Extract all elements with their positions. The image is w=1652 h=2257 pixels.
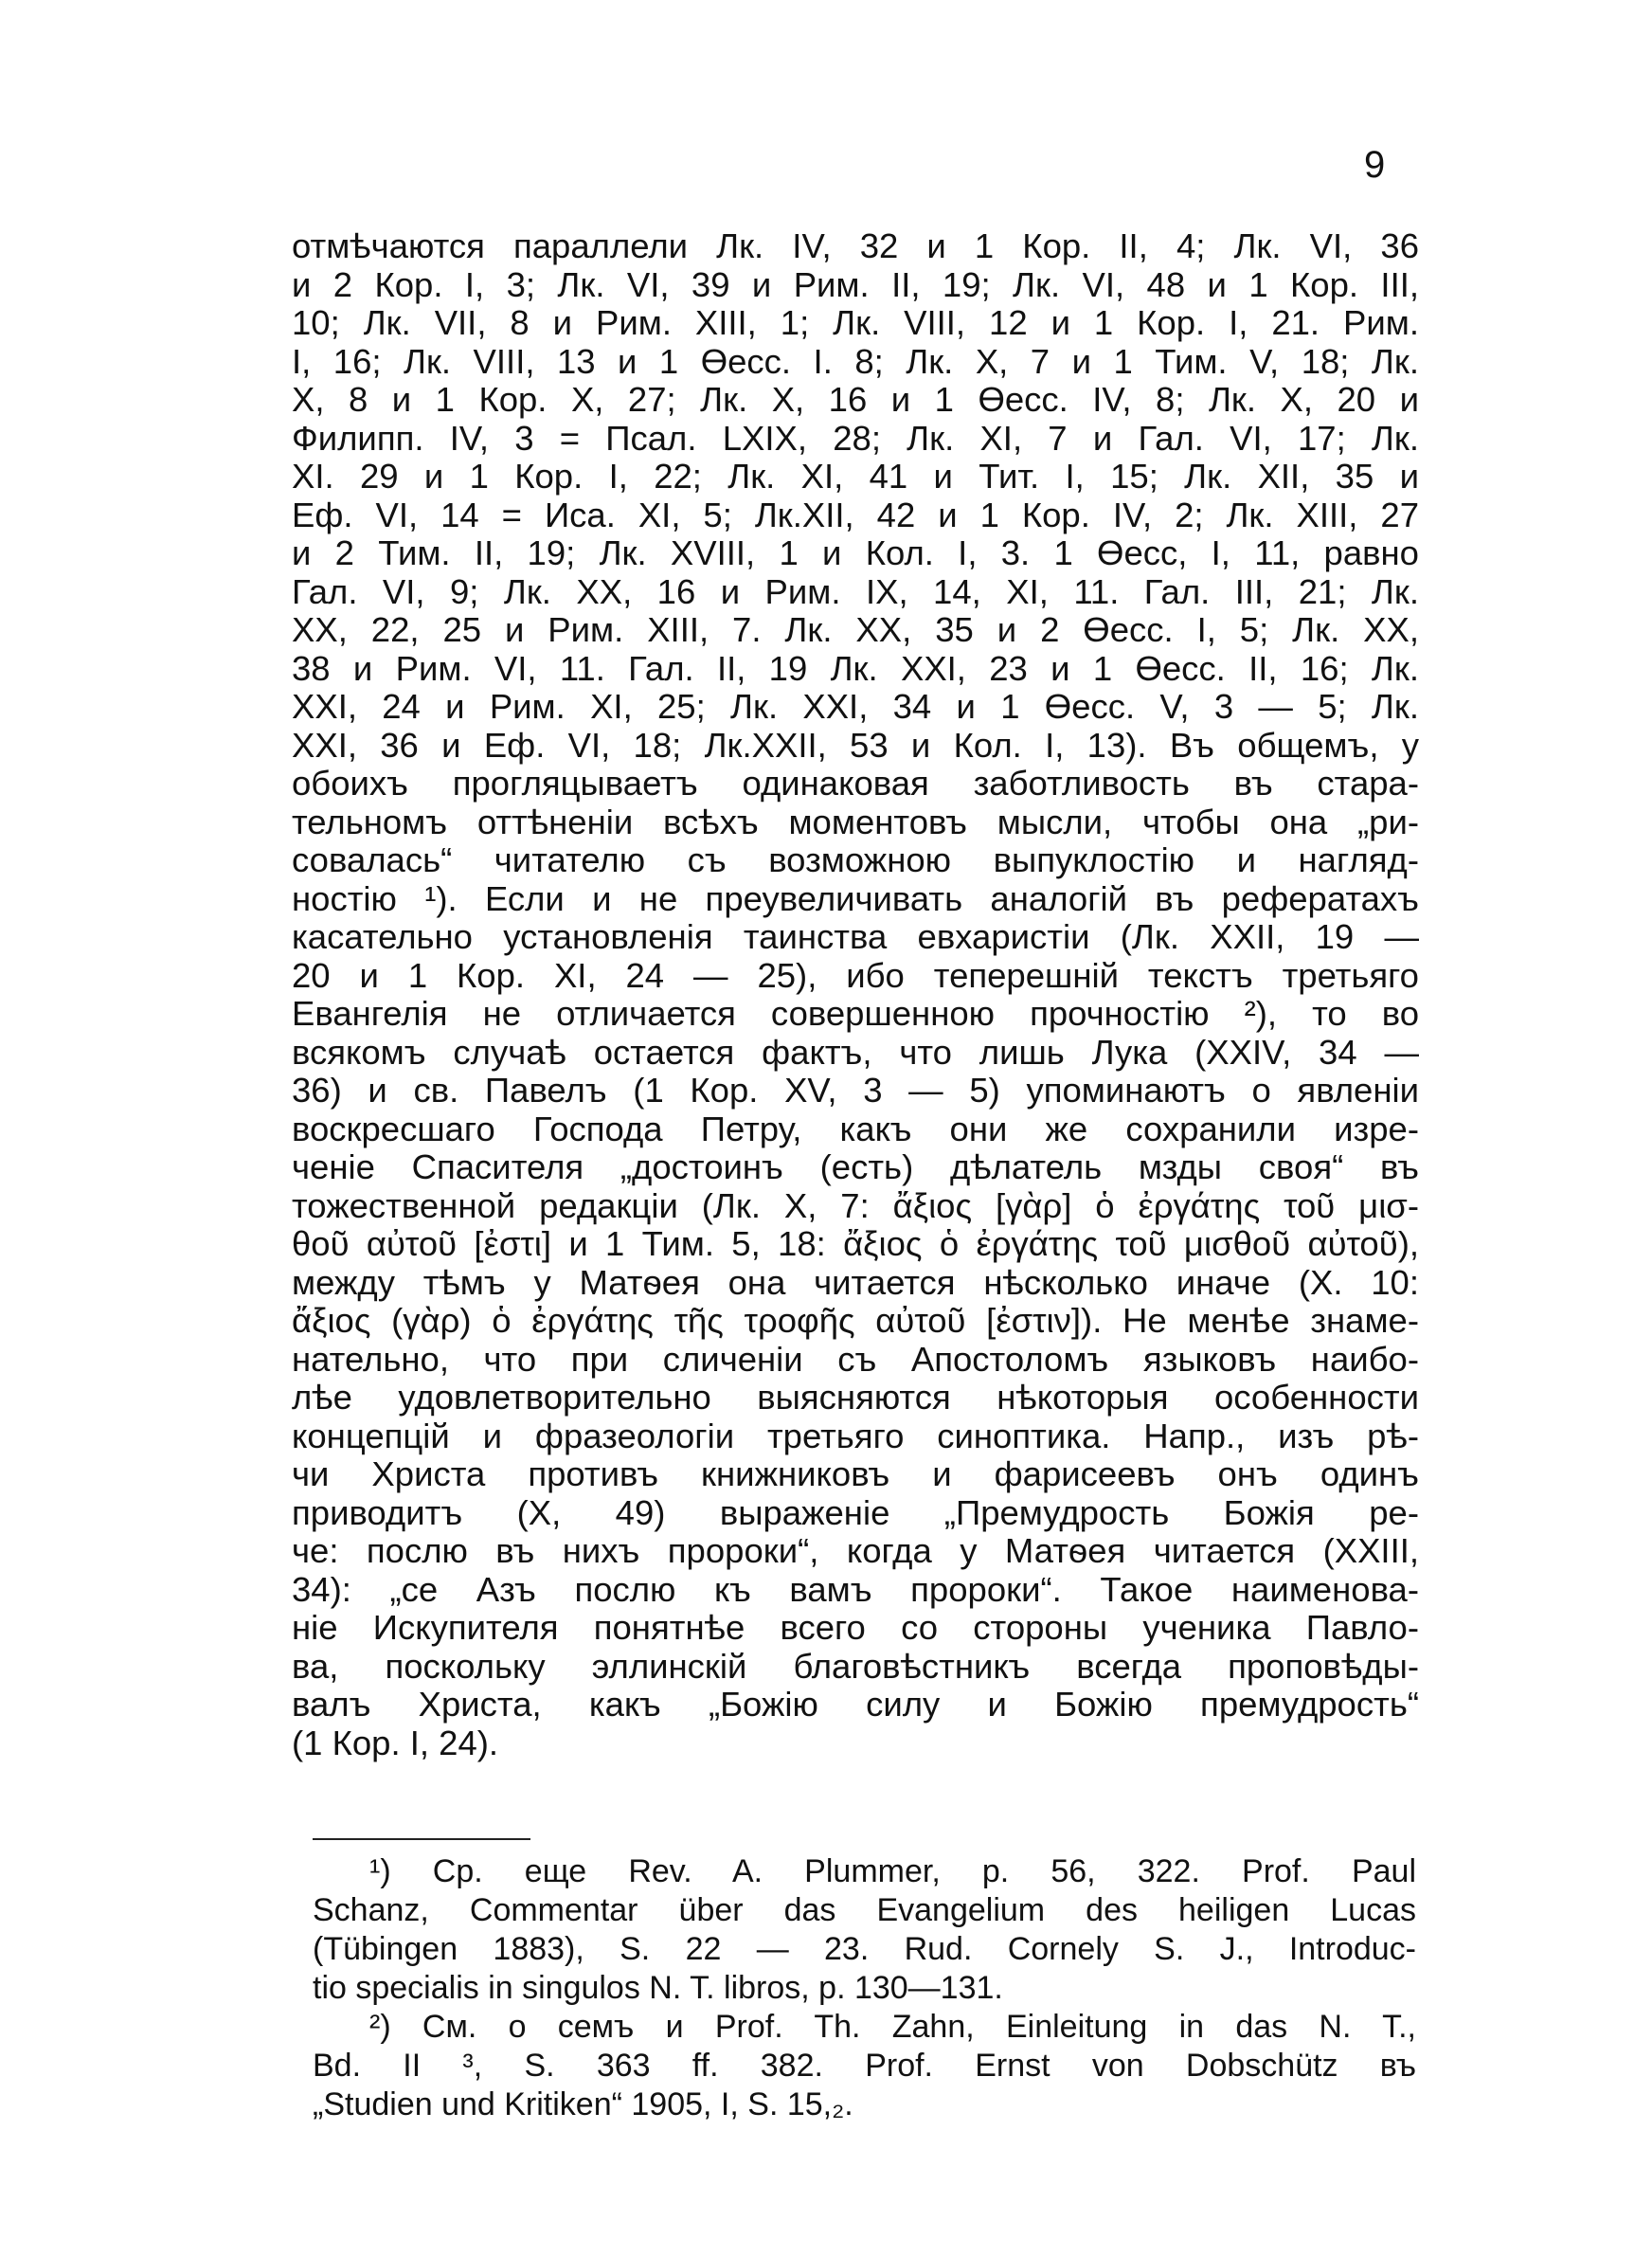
text-line: 34): „се Азъ послю къ вамъ пророки“. Такое наименова- bbox=[292, 1570, 1419, 1609]
text-line: совалась“ читателю съ возможною выпуклостію и нагляд- bbox=[292, 841, 1419, 879]
text-line: XI. 29 и 1 Кор. I, 22; Лк. XI, 41 и Тит. I, 15; Лк. XII, 35 и bbox=[292, 458, 1419, 496]
text-line: XX, 22, 25 и Рим. XIII, 7. Лк. XX, 35 и 2 Өесс. I, 5; Лк. XX, bbox=[292, 611, 1419, 649]
footnote-line: Schanz, Commentar über das Evangelium des heiligen Lucas bbox=[313, 1892, 1416, 1928]
text-line: и 2 Кор. I, 3; Лк. VI, 39 и Рим. II, 19; Лк. VI, 48 и 1 Кор. III, bbox=[292, 265, 1419, 304]
text-line: и 2 Тим. II, 19; Лк. XVIII, 1 и Кол. I, 3. 1 Өесс, I, 11, равно bbox=[292, 534, 1419, 572]
footnote-line: tio specialis in singulos N. T. libros, p. 130—131. bbox=[313, 1970, 1003, 2006]
text-line: 10; Лк. VII, 8 и Рим. XIII, 1; Лк. VIII, 12 и 1 Кор. I, 21. Рим. bbox=[292, 304, 1419, 342]
main-text-block bbox=[292, 227, 1419, 1762]
text-line: ἄξιος (γὰρ) ὁ ἐργάτης τῆς τροφῆς αὐτοῦ [ἐστιν]). Не менѣе знаме- bbox=[292, 1302, 1419, 1340]
footnote-line: (Tübingen 1883), S. 22 — 23. Rud. Cornely S. J., Introduc- bbox=[313, 1931, 1416, 1967]
text-line: Филипп. IV, 3 = Псал. LXIX, 28; Лк. XI, 7 и Гал. VI, 17; Лк. bbox=[292, 419, 1419, 458]
text-line: касательно установленія таинства евхаристіи (Лк. XXII, 19 — bbox=[292, 918, 1419, 956]
text-line: I, 16; Лк. VIII, 13 и 1 Өесс. I. 8; Лк. X, 7 и 1 Тим. V, 18; Лк. bbox=[292, 342, 1419, 381]
text-line: отмѣчаются параллели Лк. IV, 32 и 1 Кор. II, 4; Лк. VI, 36 bbox=[292, 227, 1419, 265]
text-line: нательно, что при сличеніи съ Апостоломъ языковъ наибо- bbox=[292, 1340, 1419, 1379]
text-line: всякомъ случаѣ остается фактъ, что лишь Лука (XXIV, 34 — bbox=[292, 1033, 1419, 1072]
footnote-line: ¹) Ср. еще Rev. A. Plummer, p. 56, 322. Prof. Paul bbox=[369, 1853, 1416, 1889]
text-line: 36) и св. Павелъ (1 Кор. XV, 3 — 5) упоминаютъ о явленіи bbox=[292, 1072, 1419, 1110]
text-line: (1 Кор. I, 24). bbox=[292, 1724, 499, 1762]
text-line: XXI, 24 и Рим. XI, 25; Лк. XXI, 34 и 1 Өесс. V, 3 — 5; Лк. bbox=[292, 688, 1419, 726]
text-line: лѣе удовлетворительно выясняются нѣкоторыя особенности bbox=[292, 1379, 1419, 1417]
text-line: 20 и 1 Кор. XI, 24 — 25), ибо теперешній текстъ третьяго bbox=[292, 956, 1419, 995]
footnote-line: „Studien und Kritiken“ 1905, I, S. 15,₂. bbox=[313, 2086, 853, 2122]
text-line: концепцій и фразеологіи третьяго синоптика. Напр., изъ рѣ- bbox=[292, 1417, 1419, 1455]
text-line: Гал. VI, 9; Лк. XX, 16 и Рим. IX, 14, XI, 11. Гал. III, 21; Лк. bbox=[292, 572, 1419, 611]
footnote-line: ²) См. о семъ и Prof. Th. Zahn, Einleitung in das N. T., bbox=[369, 2009, 1416, 2045]
text-line: Евангелія не отличается совершенною прочностію ²), то во bbox=[292, 995, 1419, 1033]
footnotes-block bbox=[313, 1852, 1416, 2124]
text-line: чи Христа противъ книжниковъ и фарисеевъ онъ одинъ bbox=[292, 1455, 1419, 1493]
text-line: приводитъ (X, 49) выраженіе „Премудрость Божія ре- bbox=[292, 1493, 1419, 1532]
text-line: валъ Христа, какъ „Божію силу и Божію премудрость“ bbox=[292, 1686, 1419, 1724]
footnote-line: Bd. II ³, S. 363 ff. 382. Prof. Ernst von Dobschütz въ bbox=[313, 2048, 1416, 2084]
text-line: тельномъ оттѣненіи всѣхъ моментовъ мысли, чтобы она „ри- bbox=[292, 803, 1419, 841]
text-line: ностію ¹). Если и не преувеличивать аналогій въ рефератахъ bbox=[292, 879, 1419, 918]
text-line: че: послю въ нихъ пророки“, когда у Матѳея читается (XXIII, bbox=[292, 1532, 1419, 1570]
text-line: воскресшаго Господа Петру, какъ они же сохранили изре- bbox=[292, 1110, 1419, 1148]
text-line: XXI, 36 и Еф. VI, 18; Лк.XXII, 53 и Кол. I, 13). Въ общемъ, у bbox=[292, 726, 1419, 765]
text-line: ва, поскольку эллинскій благовѣстникъ всегда проповѣды- bbox=[292, 1647, 1419, 1686]
text-line: ченіе Спасителя „достоинъ (есть) дѣлатель мзды своя“ въ bbox=[292, 1148, 1419, 1186]
text-line: Еф. VI, 14 = Иса. XI, 5; Лк.XII, 42 и 1 Кор. IV, 2; Лк. XIII, 27 bbox=[292, 496, 1419, 534]
footnote-divider bbox=[313, 1838, 530, 1840]
text-line: 38 и Рим. VI, 11. Гал. II, 19 Лк. XXI, 23 и 1 Өесс. II, 16; Лк. bbox=[292, 649, 1419, 688]
text-line: тожественной редакціи (Лк. X, 7: ἄξιος [γὰρ] ὁ ἐργάτης τοῦ μισ- bbox=[292, 1186, 1419, 1225]
text-line: X, 8 и 1 Кор. X, 27; Лк. X, 16 и 1 Өесс. IV, 8; Лк. X, 20 и bbox=[292, 381, 1419, 419]
text-line: между тѣмъ у Матѳея она читается нѣсколько иначе (X. 10: bbox=[292, 1263, 1419, 1302]
text-line: обоихъ прогляцываетъ одинаковая заботливость въ стара- bbox=[292, 765, 1419, 803]
text-line: θοῦ αὐτοῦ [ἐστι] и 1 Тим. 5, 18: ἄξιος ὁ ἐργάτης τοῦ μισθοῦ αὐτοῦ), bbox=[292, 1225, 1419, 1263]
page-number: 9 bbox=[1364, 144, 1386, 186]
text-line: ніе Искупителя понятнѣе всего со стороны ученика Павло- bbox=[292, 1609, 1419, 1647]
